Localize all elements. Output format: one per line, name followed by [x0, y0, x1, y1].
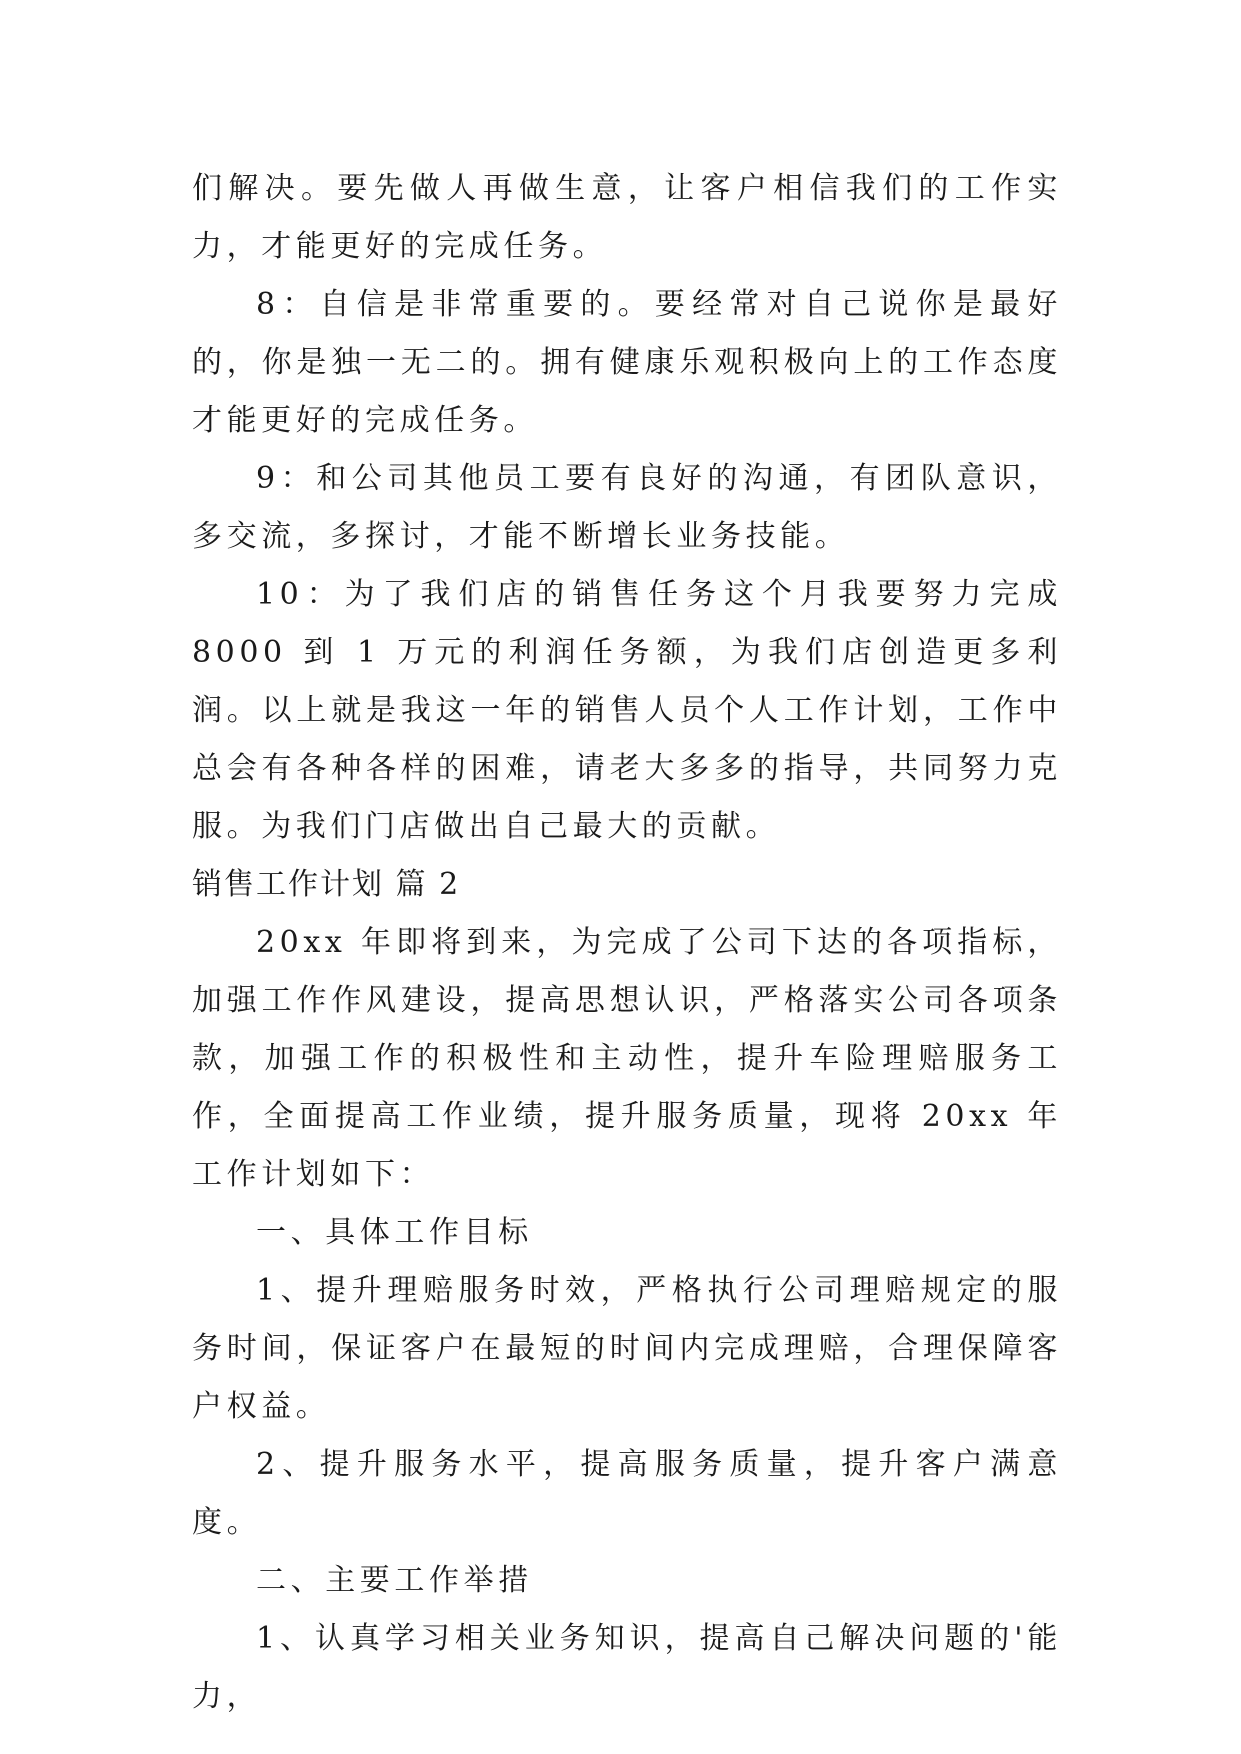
paragraph-item-8: 8：自信是非常重要的。要经常对自己说你是最好的，你是独一无二的。拥有健康乐观积极向上的工作态度才能更好的完成任务。 — [192, 287, 1062, 438]
paragraph-item-9: 9：和公司其他员工要有良好的沟通，有团队意识，多交流，多探讨，才能不断增长业务技能。 — [192, 461, 1062, 554]
paragraph-goal-2: 2、提升服务水平，提高服务质量，提升客户满意度。 — [192, 1447, 1062, 1540]
document-body — [192, 160, 1062, 1726]
paragraph-measure-1: 1、认真学习相关业务知识，提高自己解决问题的'能力， — [192, 1621, 1062, 1714]
heading-main-measures: 二、主要工作举措 — [256, 1563, 533, 1598]
paragraph-continuation: 们解决。要先做人再做生意，让客户相信我们的工作实力，才能更好的完成任务。 — [192, 171, 1062, 264]
paragraph-intro: 20xx 年即将到来，为完成了公司下达的各项指标，加强工作作风建设，提高思想认识，严格落实公司各项条款，加强工作的积极性和主动性，提升车险理赔服务工作，全面提高工作业绩，提升服务质量，现将 20xx 年工作计划如下： — [192, 925, 1062, 1192]
section-title: 销售工作计划 篇 2 — [192, 867, 461, 902]
paragraph-goal-1: 1、提升理赔服务时效，严格执行公司理赔规定的服务时间，保证客户在最短的时间内完成理赔，合理保障客户权益。 — [192, 1273, 1062, 1424]
paragraph-item-10: 10：为了我们店的销售任务这个月我要努力完成 8000 到 1 万元的利润任务额，为我们店创造更多利润。以上就是我这一年的销售人员个人工作计划，工作中总会有各种各样的困难，请老大多多的指导，共同努力克服。为我们门店做出自己最大的贡献。 — [192, 577, 1062, 844]
heading-work-goals: 一、具体工作目标 — [256, 1215, 533, 1250]
